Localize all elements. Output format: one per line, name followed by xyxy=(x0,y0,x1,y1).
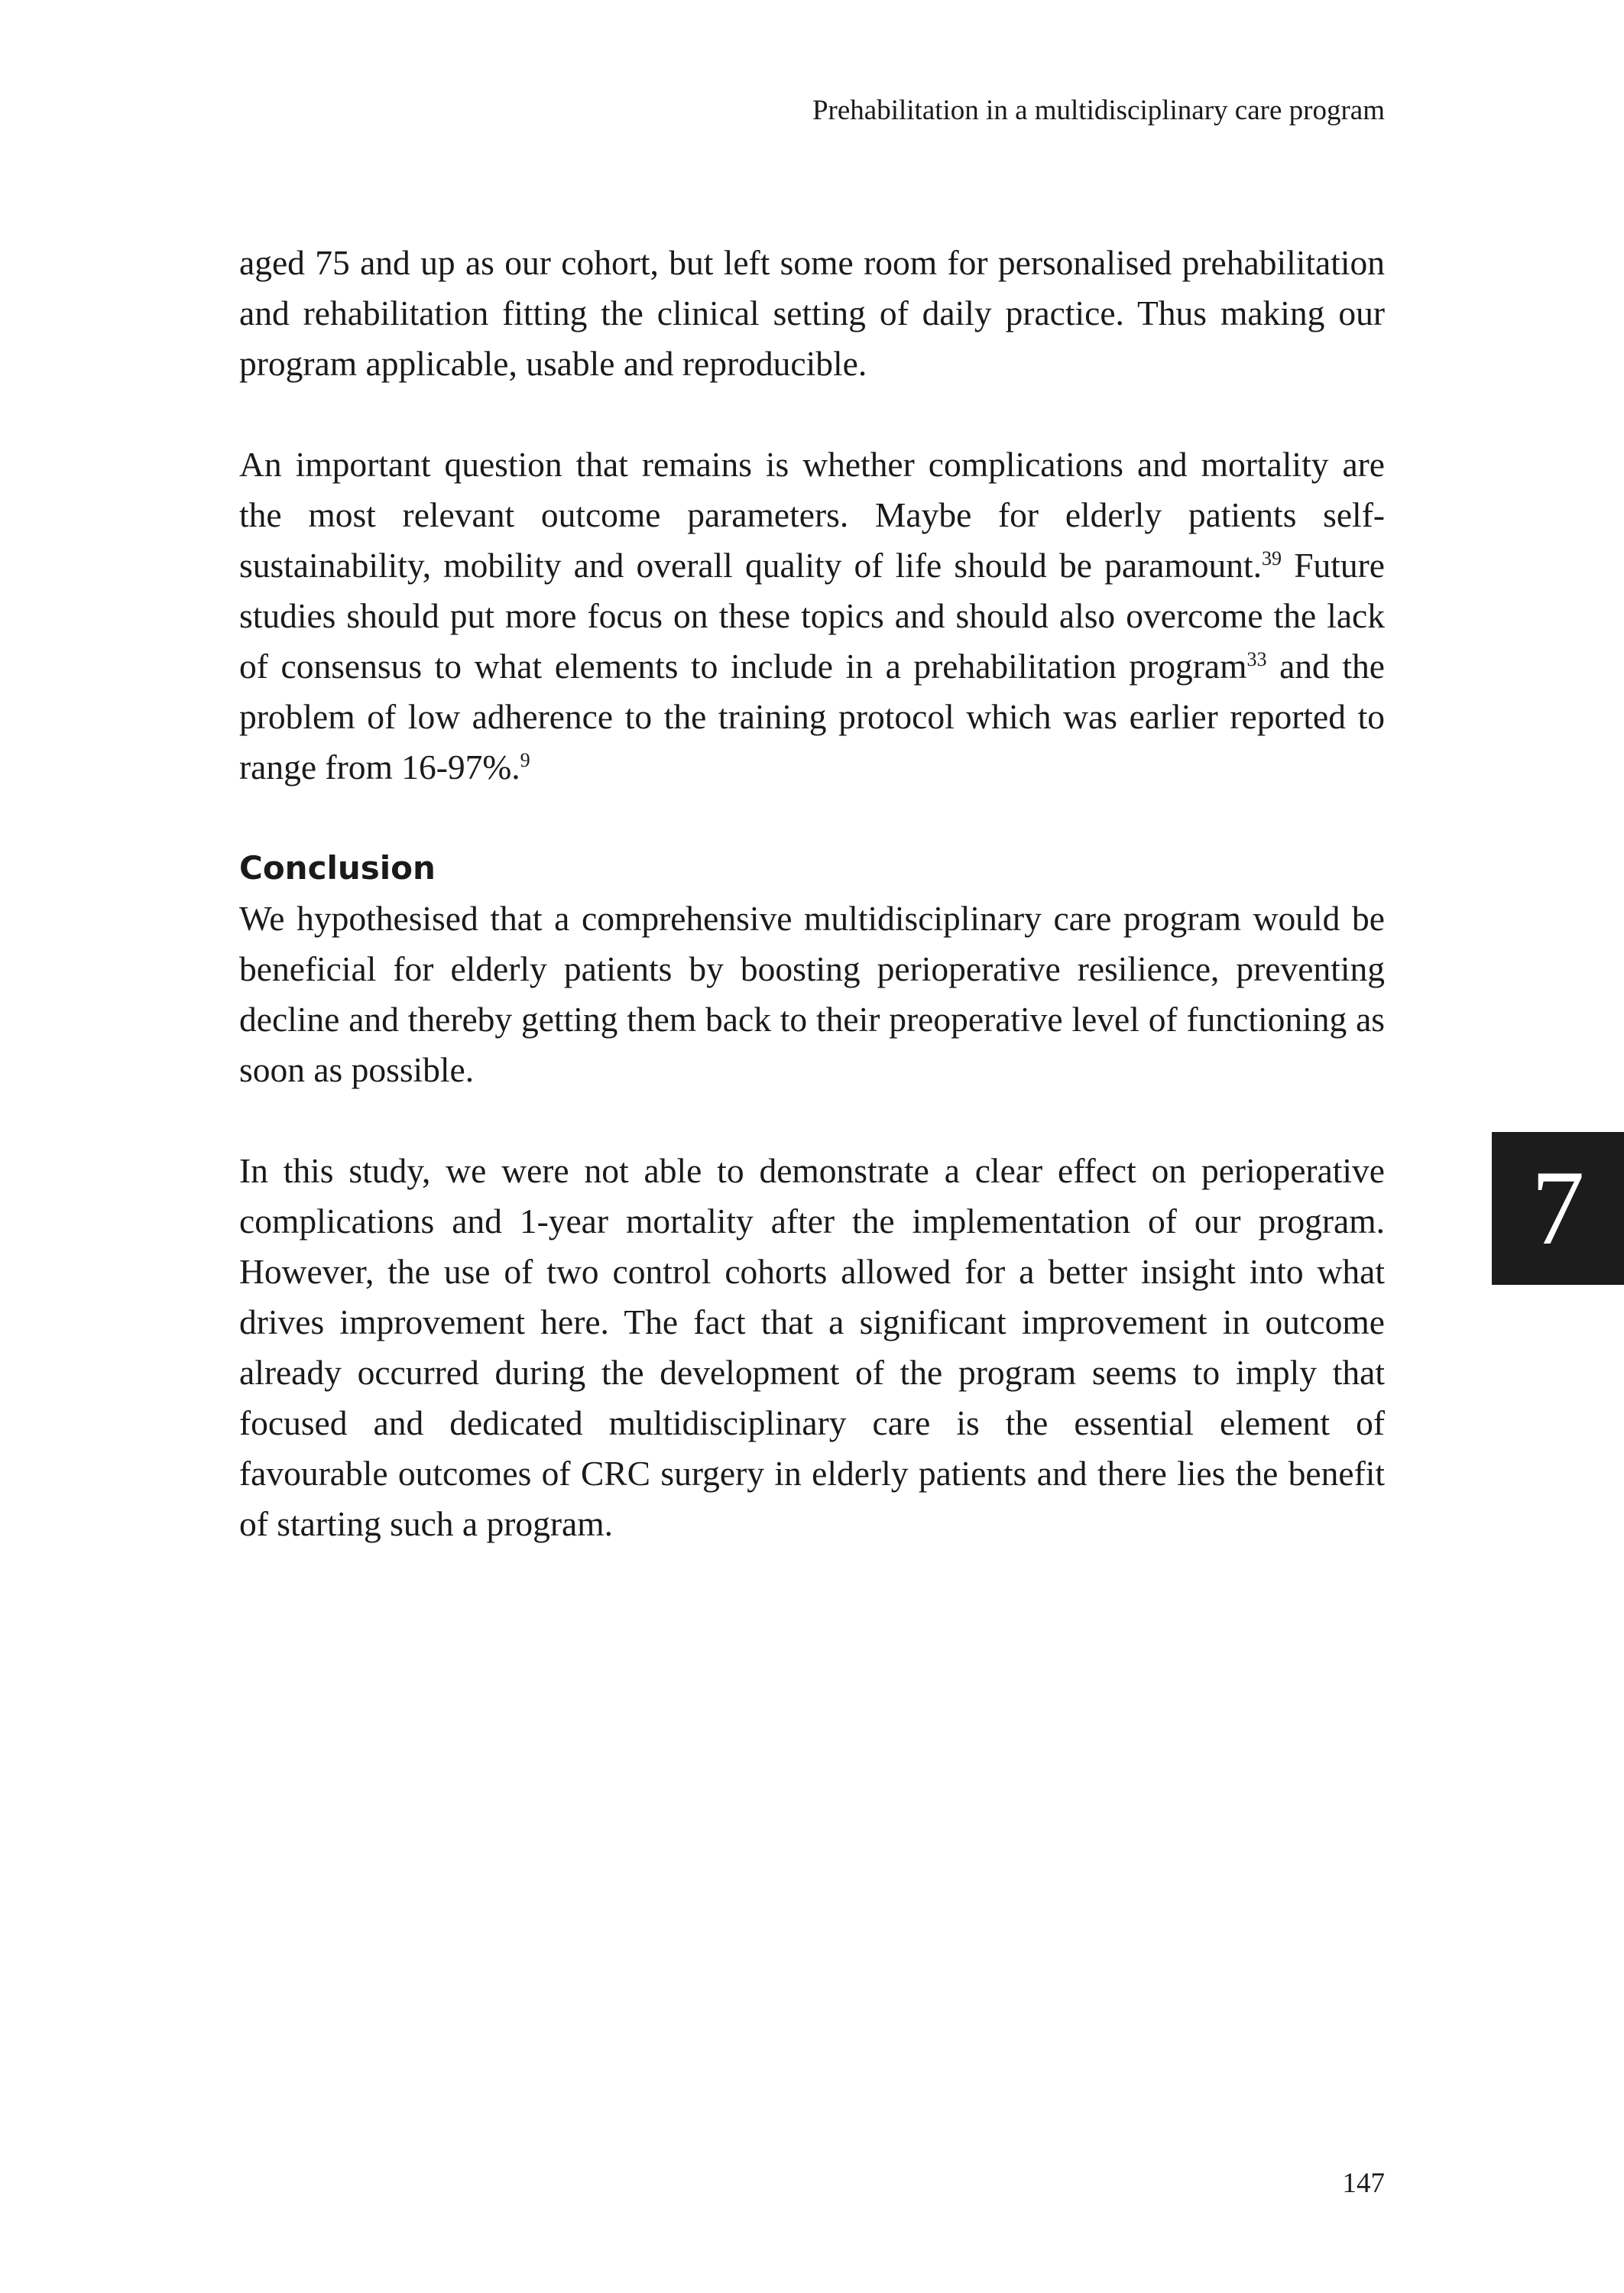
conclusion-heading: Conclusion xyxy=(239,849,436,887)
paragraph-2-text-c: and the problem of low adherence to the training protocol which was earlier reported to range from 16-97%. xyxy=(239,647,1385,786)
page-number: 147 xyxy=(1342,2168,1385,2199)
paragraph-2-text-b: Future studies should put more focus on these topics and should also overcome the lack of consensus to what elements to include in a prehabilitation program xyxy=(239,546,1385,686)
running-header: Prehabilitation in a multidisciplinary care program xyxy=(812,95,1385,126)
citation-33: 33 xyxy=(1246,648,1267,670)
main-text xyxy=(239,238,1385,1549)
paragraph-2 xyxy=(239,439,1385,793)
paragraph-2-text-a: An important question that remains is whether complications and mortality are the most relevant outcome parameters. Maybe for elderly patients self-sustainability, mobility and overall quality of life should be paramount. xyxy=(239,445,1385,585)
paragraph-4: In this study, we were not able to demonstrate a clear effect on perioperative complications and 1-year mortality after the implementation of our program. However, the use of two control cohorts allowed for a better insight into what drives improvement here. The fact that a significant improvement in outcome already occurred during the development of the program seems to imply that focused and dedicated multidisciplinary care is the essential element of favourable outcomes of CRC surgery in elderly patients and there lies the benefit of starting such a program. xyxy=(239,1151,1385,1543)
citation-39: 39 xyxy=(1262,547,1282,569)
citation-9: 9 xyxy=(520,749,530,771)
paragraph-1: aged 75 and up as our cohort, but left some room for personalised prehabilitation and rehabilitation fitting the clinical setting of daily practice. Thus making our program applicable, usable and reproducible. xyxy=(239,243,1385,383)
chapter-tab xyxy=(1492,1132,1624,1285)
chapter-number: 7 xyxy=(1531,1149,1585,1267)
paragraph-3: We hypothesised that a comprehensive multidisciplinary care program would be beneficial for elderly patients by boosting perioperative resilience, preventing decline and thereby getting them back to their preoperative level of functioning as soon as possible. xyxy=(239,899,1385,1089)
